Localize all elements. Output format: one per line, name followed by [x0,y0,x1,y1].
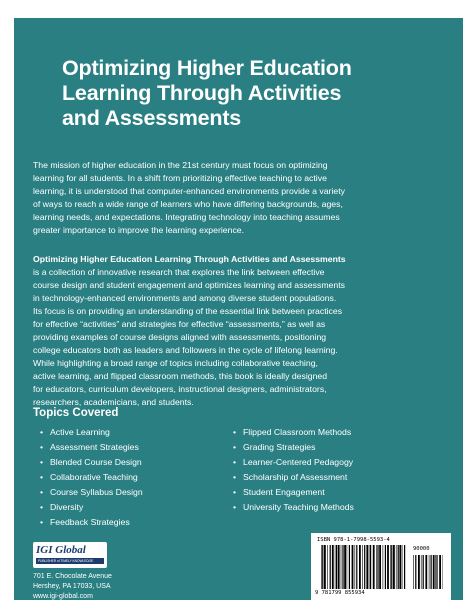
topic-item: • Collaborative Teaching [40,470,143,485]
description-line: in technology-enhanced environments and among diverse student populations. [33,292,449,305]
topic-item: • Scholarship of Assessment [233,470,354,485]
topic-item: • Flipped Classroom Methods [233,425,354,440]
description-book-title: Optimizing Higher Education Learning Through Activities and Assessments [33,254,346,264]
topics-heading: Topics Covered [33,407,118,419]
description-line: active learning, and flipped classroom methods, this book is ideally designed [33,370,449,383]
isbn-barcode [311,533,451,600]
topic-item: • Learner-Centered Pedagogy [233,455,354,470]
book-title [62,56,442,131]
topic-item: • Student Engagement [233,485,354,500]
description-line: for effective “activities” and strategies for effective “assessments,” as well as [33,318,449,331]
topics-list-left [40,425,143,530]
intro-line: learning for all students. In a shift from prioritizing effective teaching to active [33,172,449,185]
barcode-bars-icon [321,545,406,589]
intro-line: The mission of higher education in the 21st century must focus on optimizing [33,159,449,172]
publisher-logo-text: IGI Global [36,544,86,556]
publisher-logo-tagline: PUBLISHER of TIMELY KNOWLEDGE [38,558,93,564]
topic-item: • Active Learning [40,425,143,440]
topic-item: • Assessment Strategies [40,440,143,455]
book-title-line: and Assessments [62,106,442,131]
publisher-address [33,572,112,602]
intro-paragraph [33,159,449,237]
topic-item: • Blended Course Design [40,455,143,470]
address-line: 701 E. Chocolate Avenue [33,572,112,582]
intro-line: greater importance to improve the learning experience. [33,224,449,237]
publisher-website-link[interactable]: www.igi-global.com [33,592,112,602]
description-line: Its focus is on providing an understanding of the essential link between practices [33,305,449,318]
intro-line: learning, it is understood that computer-enhanced environments provide a variety [33,185,449,198]
book-title-line: Learning Through Activities [62,81,442,106]
description-line: is a collection of innovative research that explores the link between effective [33,266,449,279]
publisher-logo [33,542,107,568]
barcode-supplement-bars-icon [413,555,443,589]
description-line: providing examples of course designs aligned with assessments, positioning [33,331,449,344]
topic-item: • Course Syllabus Design [40,485,143,500]
intro-line: of ways to reach a wide range of learners who have differing backgrounds, ages, [33,198,449,211]
ean-digits: 9 781799 855934 [315,590,365,596]
isbn-label: ISBN 978-1-7998-5593-4 [317,537,390,543]
intro-line: learning needs, and expectations. Integrating technology into teaching assumes [33,211,449,224]
description-line: course design and student engagement and optimizes learning and assessments [33,279,449,292]
topic-item: • Grading Strategies [233,440,354,455]
topics-list-right [233,425,354,515]
address-line: Hershey, PA 17033, USA [33,582,112,592]
description-line: While highlighting a broad range of topics including collaborative teaching, [33,357,449,370]
price-code: 90000 [413,546,430,552]
topic-item: • Feedback Strategies [40,515,143,530]
topic-item: • Diversity [40,500,143,515]
cover-background [14,18,463,600]
description-line: college educators both as leaders and followers in the cycle of lifelong learning. [33,344,449,357]
topic-item: • University Teaching Methods [233,500,354,515]
book-title-line: Optimizing Higher Education [62,56,442,81]
description-line: researchers, academicians, and students. [33,396,449,409]
description-paragraph [33,253,449,409]
description-line: for educators, curriculum developers, instructional designers, administrators, [33,383,449,396]
